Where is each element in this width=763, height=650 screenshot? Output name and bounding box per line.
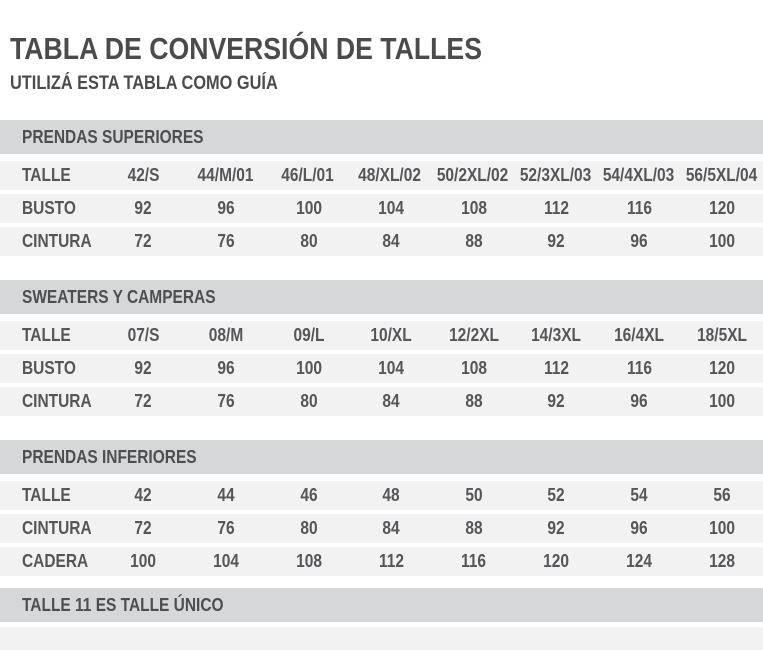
cell-value: 84 bbox=[382, 391, 400, 411]
size-cell bbox=[102, 518, 185, 539]
cell-value: 52 bbox=[547, 485, 566, 505]
size-cell bbox=[185, 231, 268, 252]
cell-value: 50/2XL/02 bbox=[436, 165, 508, 185]
size-cell bbox=[598, 231, 681, 252]
cell-value: 96 bbox=[630, 391, 648, 411]
size-cell bbox=[185, 325, 268, 346]
size-cell bbox=[350, 325, 433, 346]
row-label: TALLE bbox=[22, 485, 71, 505]
row-label-cell bbox=[0, 165, 102, 186]
cell-value: 96 bbox=[217, 198, 235, 218]
row-label-cell bbox=[0, 518, 102, 539]
row-label-cell bbox=[0, 325, 102, 346]
size-cell bbox=[515, 231, 598, 252]
row-label-cell bbox=[0, 485, 102, 506]
cell-value: 116 bbox=[626, 358, 652, 378]
cell-value: 104 bbox=[378, 198, 405, 218]
size-cell bbox=[350, 391, 433, 412]
size-cell bbox=[433, 358, 516, 379]
cell-value: 54 bbox=[630, 485, 648, 505]
cell-value: 76 bbox=[217, 231, 235, 251]
size-cell bbox=[433, 325, 516, 346]
cell-value: 46/L/01 bbox=[281, 165, 334, 185]
size-cell bbox=[350, 518, 433, 539]
table-row-cintura bbox=[0, 514, 763, 543]
size-cell bbox=[680, 391, 763, 412]
size-cell bbox=[598, 551, 681, 572]
cell-value: 100 bbox=[708, 231, 735, 251]
size-cell bbox=[431, 165, 514, 186]
cell-value: 72 bbox=[134, 518, 152, 538]
size-cell bbox=[349, 165, 431, 186]
table-row-cadera bbox=[0, 547, 763, 576]
cell-value: 72 bbox=[134, 231, 152, 251]
size-cell bbox=[598, 485, 681, 506]
size-cell bbox=[267, 358, 350, 379]
cell-value: 100 bbox=[130, 551, 157, 571]
section-prendas-superiores bbox=[0, 120, 763, 256]
size-cell bbox=[185, 518, 268, 539]
size-cell bbox=[350, 358, 433, 379]
cell-value: 120 bbox=[543, 551, 570, 571]
size-cell bbox=[433, 198, 516, 219]
table-row-busto bbox=[0, 194, 763, 223]
table-row-cintura bbox=[0, 227, 763, 256]
cell-value: 18/5XL bbox=[696, 325, 747, 345]
size-cell bbox=[433, 231, 516, 252]
page-subtitle-text: UTILIZÁ ESTA TABLA COMO GUÍA bbox=[10, 73, 278, 94]
size-cell bbox=[515, 358, 598, 379]
size-cell bbox=[680, 518, 763, 539]
table-row-talle bbox=[0, 161, 763, 190]
cell-value: 12/2XL bbox=[448, 325, 499, 345]
cell-value: 116 bbox=[626, 198, 652, 218]
size-cell bbox=[102, 165, 184, 186]
size-tables bbox=[0, 120, 763, 650]
size-cell bbox=[267, 518, 350, 539]
size-cell bbox=[185, 551, 268, 572]
row-label: TALLE bbox=[22, 325, 71, 345]
footer-strip bbox=[0, 627, 763, 650]
cell-value: 80 bbox=[299, 391, 318, 411]
cell-value: 92 bbox=[134, 198, 152, 218]
cell-value: 76 bbox=[217, 391, 235, 411]
size-cell bbox=[350, 198, 433, 219]
row-label-cell bbox=[0, 198, 102, 219]
size-cell bbox=[350, 551, 433, 572]
size-cell bbox=[515, 518, 598, 539]
cell-value: 72 bbox=[134, 391, 152, 411]
cell-value: 10/XL bbox=[370, 325, 412, 345]
cell-value: 84 bbox=[382, 231, 400, 251]
cell-value: 112 bbox=[378, 551, 404, 571]
size-cell bbox=[102, 391, 185, 412]
size-cell bbox=[680, 198, 763, 219]
cell-value: 50 bbox=[465, 485, 483, 505]
row-label: BUSTO bbox=[22, 198, 76, 218]
size-cell bbox=[185, 391, 268, 412]
section-title: SWEATERS Y CAMPERAS bbox=[22, 286, 216, 307]
size-cell bbox=[598, 325, 681, 346]
row-label-cell bbox=[0, 391, 102, 412]
section-title: PRENDAS SUPERIORES bbox=[22, 126, 204, 147]
cell-value: 54/4XL/03 bbox=[602, 165, 675, 185]
size-cell bbox=[433, 391, 516, 412]
size-cell bbox=[680, 231, 763, 252]
cell-value: 96 bbox=[630, 518, 648, 538]
size-cell bbox=[515, 551, 598, 572]
cell-value: 44 bbox=[217, 485, 235, 505]
size-cell bbox=[102, 325, 185, 346]
size-cell bbox=[267, 198, 350, 219]
cell-value: 100 bbox=[708, 518, 735, 538]
row-label: CINTURA bbox=[22, 518, 92, 538]
size-table bbox=[0, 161, 763, 256]
cell-value: 104 bbox=[378, 358, 405, 378]
table-row-talle bbox=[0, 481, 763, 510]
row-label: CINTURA bbox=[22, 231, 92, 251]
cell-value: 116 bbox=[461, 551, 487, 571]
cell-value: 112 bbox=[543, 198, 569, 218]
size-cell bbox=[267, 551, 350, 572]
page-subtitle bbox=[10, 74, 763, 93]
size-cell bbox=[267, 391, 350, 412]
cell-value: 108 bbox=[295, 551, 322, 571]
cell-value: 16/4XL bbox=[614, 325, 665, 345]
size-cell bbox=[598, 391, 681, 412]
cell-value: 76 bbox=[217, 518, 235, 538]
cell-value: 48 bbox=[382, 485, 400, 505]
cell-value: 80 bbox=[299, 231, 318, 251]
size-cell bbox=[185, 358, 268, 379]
cell-value: 92 bbox=[547, 518, 566, 538]
row-label-cell bbox=[0, 551, 102, 572]
cell-value: 56 bbox=[713, 485, 731, 505]
size-cell bbox=[185, 198, 268, 219]
cell-value: 128 bbox=[708, 551, 735, 571]
size-cell bbox=[598, 198, 681, 219]
cell-value: 88 bbox=[465, 231, 483, 251]
section-header-bar bbox=[0, 440, 763, 474]
cell-value: 88 bbox=[465, 391, 483, 411]
size-cell bbox=[185, 485, 268, 506]
size-cell bbox=[680, 551, 763, 572]
size-cell bbox=[102, 358, 185, 379]
size-cell bbox=[598, 518, 681, 539]
row-label: TALLE bbox=[22, 165, 71, 185]
cell-value: 09/L bbox=[293, 325, 325, 345]
row-label-cell bbox=[0, 358, 102, 379]
cell-value: 48/XL/02 bbox=[358, 165, 422, 185]
size-cell bbox=[515, 485, 598, 506]
cell-value: 42/S bbox=[127, 165, 160, 185]
footer-note: TALLE 11 ES TALLE ÚNICO bbox=[22, 594, 224, 615]
section-header-bar bbox=[0, 120, 763, 154]
cell-value: 92 bbox=[547, 231, 566, 251]
cell-value: 104 bbox=[213, 551, 239, 571]
cell-value: 92 bbox=[134, 358, 152, 378]
page-header bbox=[0, 0, 763, 93]
size-cell bbox=[598, 358, 681, 379]
size-cell bbox=[680, 325, 763, 346]
cell-value: 56/5XL/04 bbox=[685, 165, 758, 185]
section-prendas-inferiores bbox=[0, 440, 763, 576]
table-row-cintura bbox=[0, 387, 763, 416]
cell-value: 44/M/01 bbox=[197, 165, 254, 185]
page-title bbox=[10, 33, 763, 65]
table-row-busto bbox=[0, 354, 763, 383]
cell-value: 108 bbox=[460, 358, 487, 378]
page-title-text: TABLA DE CONVERSIÓN DE TALLES bbox=[10, 31, 482, 66]
cell-value: 14/3XL bbox=[531, 325, 582, 345]
size-cell bbox=[350, 485, 433, 506]
size-table bbox=[0, 321, 763, 416]
cell-value: 120 bbox=[708, 358, 735, 378]
cell-value: 96 bbox=[217, 358, 235, 378]
size-cell bbox=[680, 485, 763, 506]
size-cell bbox=[680, 358, 763, 379]
size-cell bbox=[102, 551, 185, 572]
size-cell bbox=[680, 165, 763, 186]
size-cell bbox=[350, 231, 433, 252]
section-sweaters-camperas bbox=[0, 280, 763, 416]
cell-value: 100 bbox=[708, 391, 735, 411]
cell-value: 124 bbox=[626, 551, 652, 571]
row-label-cell bbox=[0, 231, 102, 252]
size-cell bbox=[267, 231, 350, 252]
cell-value: 112 bbox=[543, 358, 569, 378]
cell-value: 08/M bbox=[208, 325, 244, 345]
size-cell bbox=[433, 518, 516, 539]
cell-value: 07/S bbox=[127, 325, 160, 345]
size-cell bbox=[597, 165, 680, 186]
cell-value: 96 bbox=[630, 231, 648, 251]
cell-value: 84 bbox=[382, 518, 400, 538]
row-label: BUSTO bbox=[22, 358, 76, 378]
cell-value: 88 bbox=[465, 518, 483, 538]
row-label: CADERA bbox=[22, 551, 89, 571]
size-cell bbox=[102, 231, 185, 252]
cell-value: 108 bbox=[460, 198, 487, 218]
footer-note-bar bbox=[0, 588, 763, 622]
cell-value: 80 bbox=[299, 518, 318, 538]
cell-value: 42 bbox=[134, 485, 152, 505]
size-table bbox=[0, 481, 763, 576]
size-cell bbox=[515, 198, 598, 219]
size-cell bbox=[102, 198, 185, 219]
cell-value: 46 bbox=[299, 485, 318, 505]
cell-value: 52/3XL/03 bbox=[519, 165, 592, 185]
size-cell bbox=[184, 165, 266, 186]
section-header-bar bbox=[0, 280, 763, 314]
cell-value: 120 bbox=[708, 198, 735, 218]
table-row-talle bbox=[0, 321, 763, 350]
cell-value: 100 bbox=[295, 358, 322, 378]
size-cell bbox=[266, 165, 348, 186]
size-cell bbox=[267, 325, 350, 346]
size-cell bbox=[515, 325, 598, 346]
size-cell bbox=[102, 485, 185, 506]
size-cell bbox=[433, 551, 516, 572]
row-label: CINTURA bbox=[22, 391, 92, 411]
section-title: PRENDAS INFERIORES bbox=[22, 446, 197, 467]
size-cell bbox=[433, 485, 516, 506]
size-cell bbox=[515, 391, 598, 412]
cell-value: 92 bbox=[547, 391, 566, 411]
size-cell bbox=[514, 165, 597, 186]
size-cell bbox=[267, 485, 350, 506]
cell-value: 100 bbox=[295, 198, 322, 218]
